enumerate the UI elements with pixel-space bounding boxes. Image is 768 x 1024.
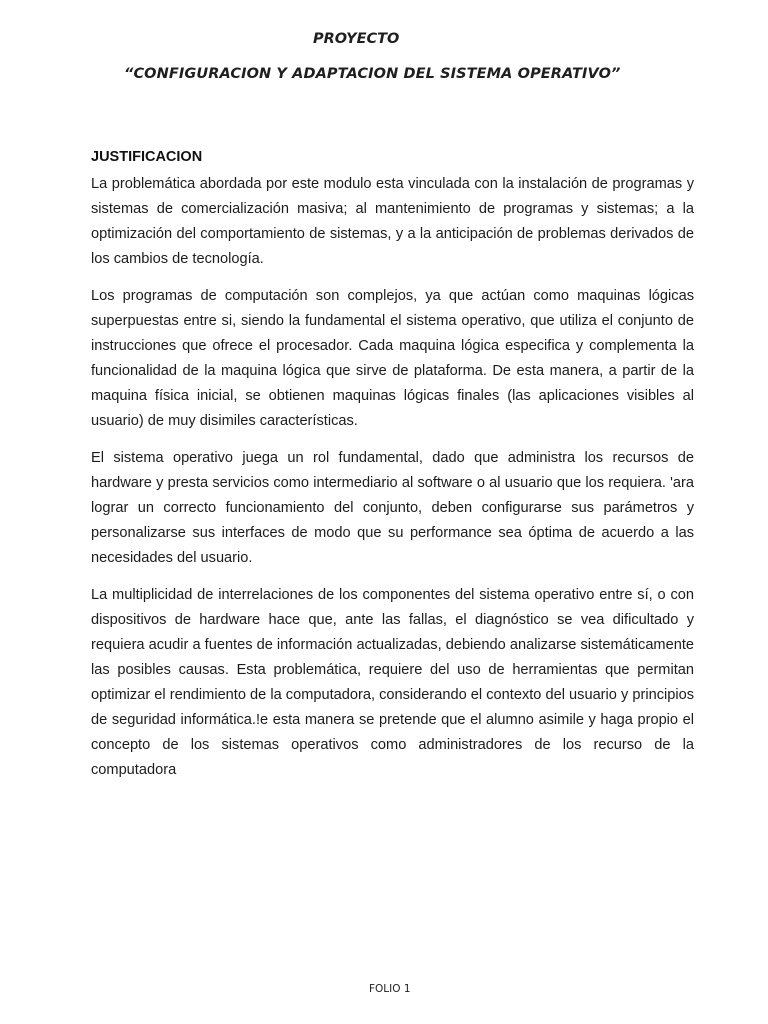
paragraph: Los programas de computación son complejos, ya que actúan como maquinas lógicas superpuestas entre si, siendo la fundamental el sistema operativo, que utiliza el conjunto de instrucciones que ofrece el procesador. Cada maquina lógica especifica y complementa la funcionalidad de la maquina lógica que sirve de plataforma. De esta manera, a partir de la maquina física inicial, se obtienen maquinas lógicas finales (las aplicaciones visibles al usuario) de muy disimiles características. — [91, 288, 694, 429]
page-number: FOLIO 1 — [369, 983, 411, 995]
paragraph: La problemática abordada por este modulo esta vinculada con la instalación de programas y sistemas de comercialización masiva; al mantenimiento de programas y sistemas; a la optimización del comportamiento de sistemas, y a la anticipación de problemas derivados de los cambios de tecnología. — [91, 176, 694, 267]
document-label: PROYECTO — [313, 31, 400, 47]
document-title: “CONFIGURACION Y ADAPTACION DEL SISTEMA OPERATIVO” — [124, 66, 621, 82]
paragraph: La multiplicidad de interrelaciones de los componentes del sistema operativo entre sí, o con dispositivos de hardware hace que, ante las fallas, el diagnóstico se vea dificultado y requiera acudir a fuentes de información actualizadas, debiendo analizarse sistemáticamente las posibles causas. Esta problemática, requiere del uso de herramientas que permitan optimizar el rendimiento de la computadora, considerando el contexto del usuario y principios de seguridad informática.!e esta manera se pretende que el alumno asimile y haga propio el concepto de los sistemas operativos como administradores de los recurso de la computadora — [91, 587, 694, 778]
section-heading: JUSTIFICACION — [91, 149, 203, 165]
paragraph: El sistema operativo juega un rol fundamental, dado que administra los recursos de hardware y presta servicios como intermediario al software o al usuario que los requiera. 'ara lograr un correcto funcionamiento del conjunto, deben configurarse sus parámetros y personalizarse sus interfaces de modo que su performance sea óptima de acuerdo a las necesidades del usuario. — [91, 450, 694, 566]
document-body — [91, 147, 694, 795]
